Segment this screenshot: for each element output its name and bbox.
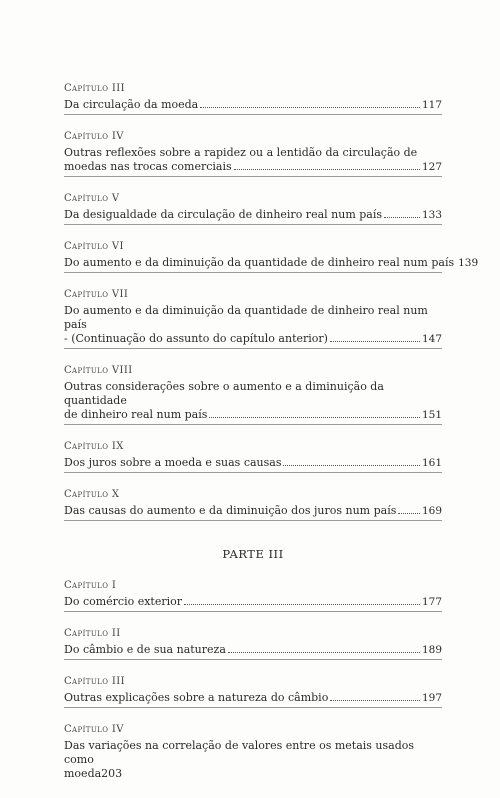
entry-title-line: Dos juros sobre a moeda e suas causas [64, 456, 282, 469]
chapter-label: Capítulo III [64, 83, 125, 94]
page-number: 127 [421, 161, 442, 173]
entry-title-row [64, 456, 442, 473]
entry-title-line: Das causas do aumento e da diminuição dos juros num país [64, 504, 397, 517]
entry-title-line: Da desigualdade da circulação de dinheiro real num país [64, 208, 383, 221]
entry-title-line: Da circulação da moeda [64, 98, 199, 111]
chapter-label: Capítulo IX [64, 441, 124, 452]
dot-leader [283, 457, 419, 466]
toc-entry[interactable] [64, 579, 442, 612]
toc-entry[interactable] [64, 192, 442, 225]
entry-title-row [64, 256, 479, 273]
dot-leader [330, 333, 420, 342]
entry-title-line: moeda203 [64, 767, 123, 780]
toc-section-part-iii [64, 579, 442, 783]
dot-leader [228, 644, 420, 653]
toc-entry[interactable] [64, 130, 442, 177]
toc-entry[interactable] [64, 627, 442, 660]
dot-leader [398, 505, 420, 514]
chapter-label: Capítulo V [64, 193, 120, 204]
entry-title-line: Do aumento e da diminuição da quantidade de dinheiro real num país [64, 304, 428, 331]
page-number: 117 [421, 99, 442, 111]
entry-title-row [64, 98, 442, 115]
page-number: 151 [421, 409, 442, 421]
entry-title-line: - (Continuação do assunto do capítulo anterior) [64, 332, 328, 345]
table-of-contents [64, 82, 479, 798]
page-number: 197 [421, 692, 442, 704]
dot-leader [200, 99, 420, 108]
entry-title-line: Outras reflexões sobre a rapidez ou a lentidão da circulação de [64, 146, 418, 159]
entry-title-row [64, 643, 442, 660]
toc-entry[interactable] [64, 675, 442, 708]
chapter-label: Capítulo VI [64, 241, 124, 252]
dot-leader [330, 692, 420, 701]
chapter-label: Capítulo IV [64, 131, 124, 142]
page-number: 161 [421, 457, 442, 469]
toc-entry[interactable] [64, 364, 442, 425]
entry-title-line: de dinheiro real num país [64, 408, 208, 421]
toc-entry[interactable] [64, 240, 479, 273]
entry-title-line: Outras explicações sobre a natureza do câmbio [64, 691, 329, 704]
entry-title-row [64, 160, 442, 177]
toc-section-part-ii [64, 82, 479, 521]
toc-entry[interactable] [64, 440, 442, 473]
entry-title-row [64, 408, 442, 425]
chapter-label: Capítulo III [64, 676, 125, 687]
entry-title-line: Das variações na correlação de valores entre os metais usados como [64, 739, 415, 766]
dot-leader [184, 596, 420, 605]
toc-entry[interactable] [64, 723, 442, 783]
entry-title-row [64, 595, 442, 612]
dot-leader [209, 409, 420, 418]
toc-entry[interactable] [64, 288, 442, 349]
part-heading: PARTE III [222, 547, 284, 561]
page-number: 177 [421, 596, 442, 608]
entry-title-line: Do aumento e da diminuição da quantidade de dinheiro real num país [64, 256, 455, 269]
entry-title-line: Do câmbio e de sua natureza [64, 643, 226, 656]
page-number: 133 [421, 209, 442, 221]
page-number: 147 [421, 333, 442, 345]
entry-title-row [64, 332, 442, 349]
page-number: 189 [421, 644, 442, 656]
entry-title-line: Do comércio exterior [64, 595, 183, 608]
chapter-label: Capítulo I [64, 580, 117, 591]
chapter-label: Capítulo X [64, 489, 120, 500]
dot-leader [234, 161, 420, 170]
entry-title-row [64, 504, 442, 521]
entry-title-line: Outras considerações sobre o aumento e a diminuição da quantidade [64, 380, 384, 407]
chapter-label: Capítulo IV [64, 724, 124, 735]
chapter-label: Capítulo II [64, 628, 121, 639]
page-number: 169 [421, 505, 442, 517]
entry-title-line: moedas nas trocas comerciais [64, 160, 232, 173]
entry-title-row [64, 208, 442, 225]
dot-leader [384, 209, 420, 218]
page-number: 139 [458, 257, 479, 269]
chapter-label: Capítulo VII [64, 289, 129, 300]
toc-entry[interactable] [64, 488, 442, 521]
toc-entry[interactable] [64, 82, 442, 115]
chapter-label: Capítulo VIII [64, 365, 133, 376]
entry-title-row [64, 691, 442, 708]
